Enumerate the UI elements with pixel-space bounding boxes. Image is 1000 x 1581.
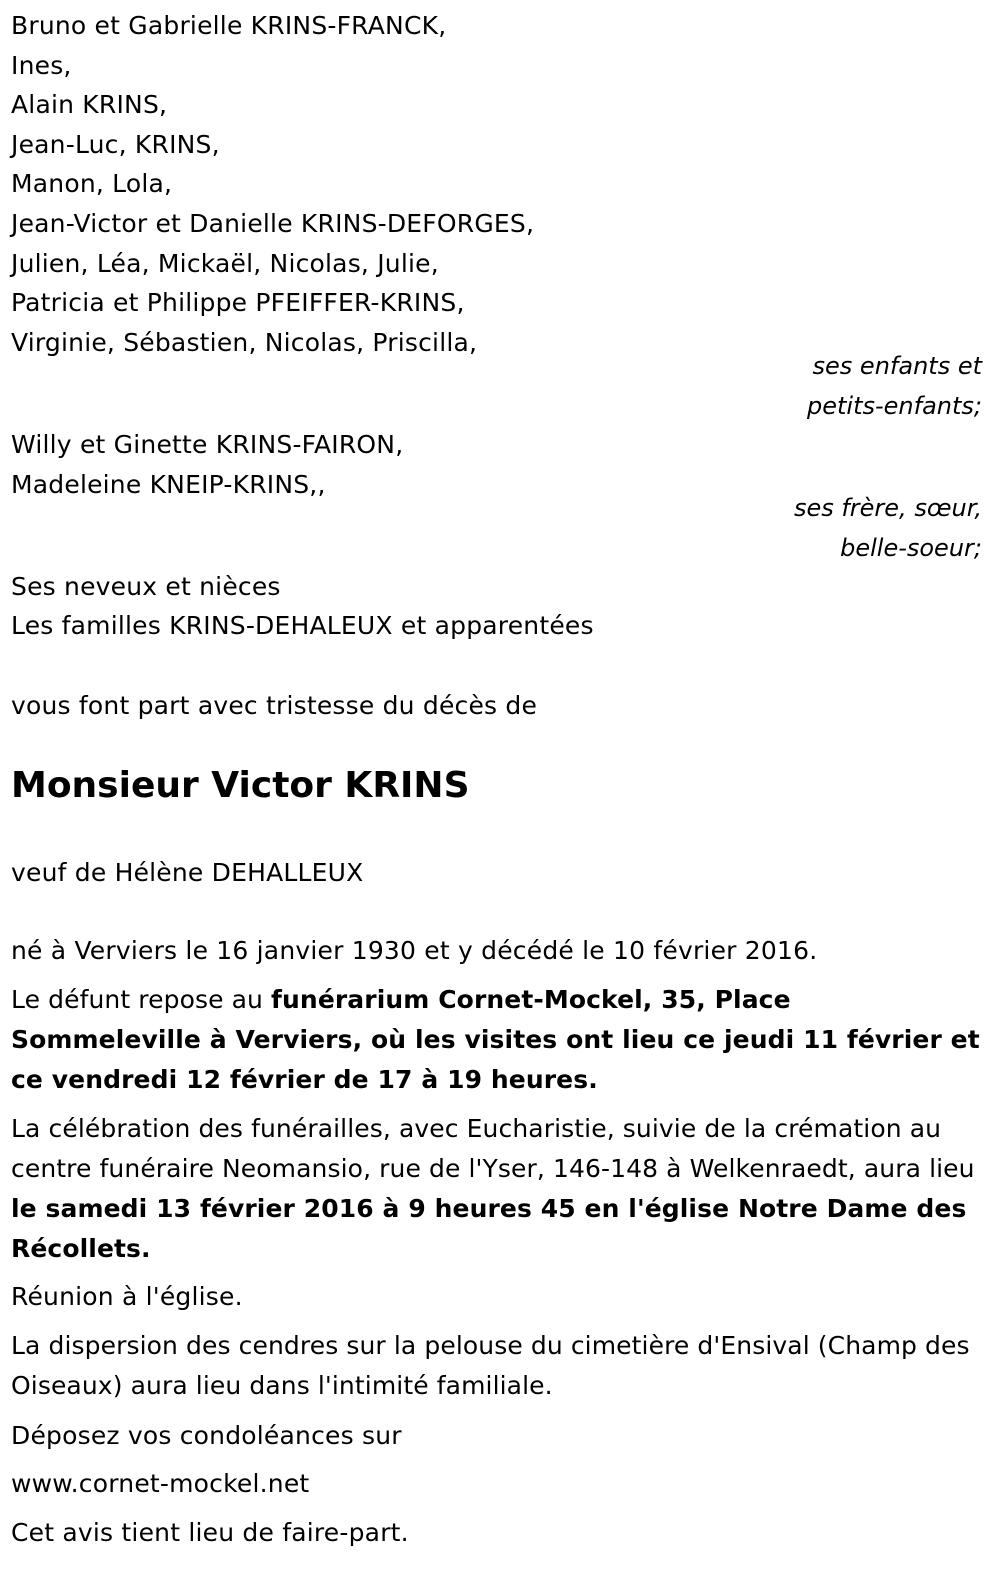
relation-children: petits-enfants; — [807, 392, 982, 420]
sibling-line: Willy et Ginette KRINS-FAIRON, — [11, 430, 404, 459]
relatives-line: Ses neveux et nièces — [11, 572, 281, 601]
family-line: Jean-Luc, KRINS, — [11, 130, 220, 159]
family-line: Manon, Lola, — [11, 169, 173, 198]
relation-children: ses enfants et — [812, 352, 982, 380]
family-line: Julien, Léa, Mickaël, Nicolas, Julie, — [11, 249, 439, 278]
family-line: Ines, — [11, 51, 72, 80]
repose-intro: Le défunt repose au — [11, 985, 272, 1014]
family-line: Jean-Victor et Danielle KRINS-DEFORGES, — [11, 209, 535, 238]
closing-text: Cet avis tient lieu de faire-part. — [11, 1518, 409, 1547]
repose-details: funérarium Cornet-Mockel, 35, Place Sommeleville à Verviers, où les visites ont lieu ce jeudi 11 février et ce vendredi 12 février de 17 à 19 heures. — [11, 985, 980, 1094]
announcement-text: vous font part avec tristesse du décès de — [11, 691, 538, 720]
family-line: Alain KRINS, — [11, 90, 168, 119]
ceremony-intro: La célébration des funérailles, avec Eucharistie, suivie de la crémation au centre funéraire Neomansio, rue de l'Yser, 146-148 à Welkenraedt, aura lieu — [11, 1114, 975, 1183]
relation-siblings: ses frère, sœur, — [793, 494, 982, 522]
meeting-text: Réunion à l'église. — [11, 1282, 243, 1311]
birth-death-text: né à Verviers le 16 janvier 1930 et y décédé le 10 février 2016. — [11, 936, 818, 965]
condolences-url[interactable]: www.cornet-mockel.net — [11, 1469, 310, 1498]
family-line: Patricia et Philippe PFEIFFER-KRINS, — [11, 288, 465, 317]
repose-paragraph — [11, 980, 986, 1100]
relatives-line: Les familles KRINS-DEHALEUX et apparentées — [11, 611, 594, 640]
sibling-line: Madeleine KNEIP-KRINS,, — [11, 470, 326, 499]
family-line: Bruno et Gabrielle KRINS-FRANCK, — [11, 11, 447, 40]
family-line: Virginie, Sébastien, Nicolas, Priscilla, — [11, 328, 478, 357]
deceased-name: Monsieur Victor KRINS — [11, 765, 470, 806]
dispersion-paragraph: La dispersion des cendres sur la pelouse du cimetière d'Ensival (Champ des Oiseaux) aura lieu dans l'intimité familiale. — [11, 1331, 970, 1400]
ceremony-paragraph — [11, 1109, 986, 1269]
widow-of-text: veuf de Hélène DEHALLEUX — [11, 858, 364, 887]
condolences-text: Déposez vos condoléances sur — [11, 1421, 402, 1450]
ceremony-details: le samedi 13 février 2016 à 9 heures 45 en l'église Notre Dame des Récollets. — [11, 1194, 967, 1263]
relation-siblings: belle-soeur; — [840, 534, 982, 562]
